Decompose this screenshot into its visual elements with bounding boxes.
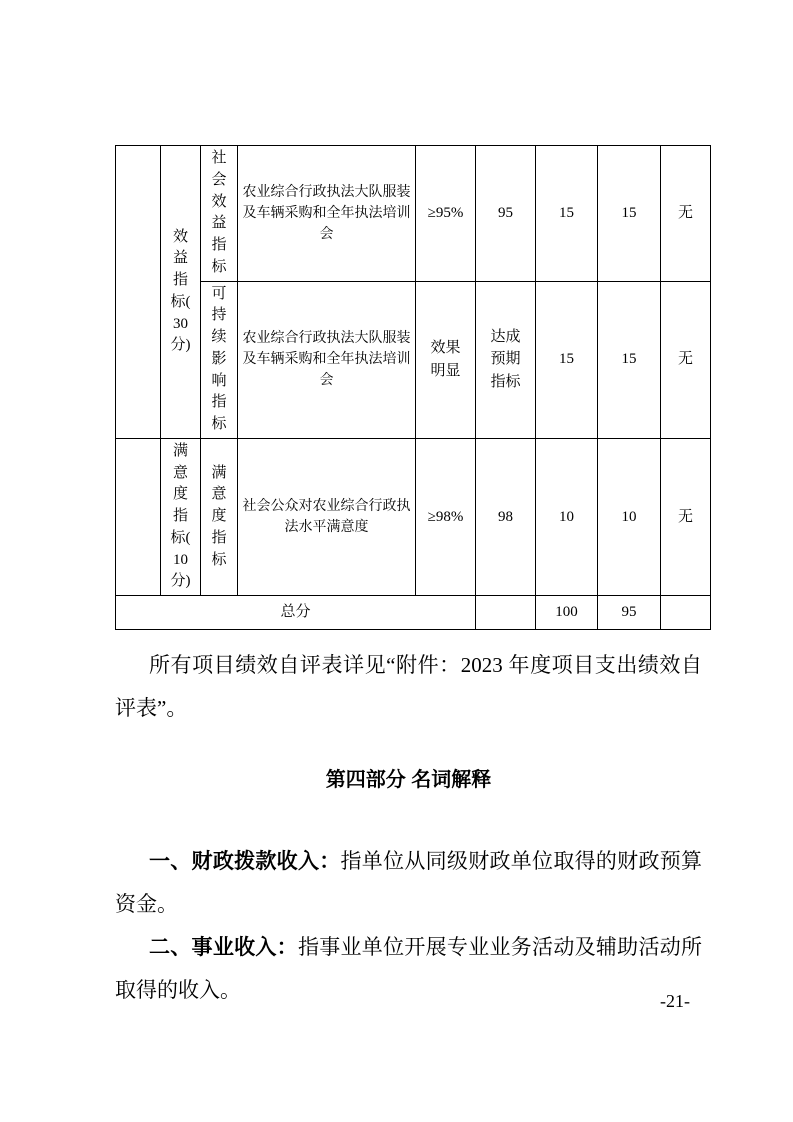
cell-sustainability-target: 效果明显 [416, 281, 476, 438]
cell-sustainability-content: 农业综合行政执法大队服装及车辆采购和全年执法培训会 [238, 281, 416, 438]
social-benefit-indicator-label: 社会效益指标 [211, 150, 227, 275]
table-row-total [116, 596, 711, 630]
cell-social-benefit-indicator [201, 146, 238, 282]
cell-total-empty-2 [661, 596, 711, 630]
cell-benefit-group [161, 146, 201, 439]
cell-satisfaction-note: 无 [661, 438, 711, 595]
section-heading: 第四部分 名词解释 [325, 769, 492, 791]
table-row-sustainability [116, 281, 711, 438]
satisfaction-group-label: 满意度指标(10分) [170, 442, 191, 590]
cell-social-benefit-score: 15 [598, 146, 661, 282]
cell-social-benefit-content: 农业综合行政执法大队服装及车辆采购和全年执法培训会 [238, 146, 416, 282]
page-number: -21- [660, 991, 690, 1011]
performance-table [115, 145, 711, 630]
term-2-lead: 二、事业收入： [149, 935, 298, 959]
cell-social-benefit-target: ≥95% [416, 146, 476, 282]
benefit-group-label: 效益指标(30分) [170, 228, 191, 354]
terms-list [115, 840, 702, 1012]
cell-satisfaction-score: 10 [598, 438, 661, 595]
cell-sustainability-actual: 达成预期指标 [476, 281, 536, 438]
cell-total-score: 95 [598, 596, 661, 630]
cell-satisfaction-indicator [201, 438, 238, 595]
table-row-satisfaction [116, 438, 711, 595]
note-paragraph: 所有项目绩效自评表详见“附件：2023 年度项目支出绩效自评表”。 [115, 653, 702, 720]
table-row-social-benefit [116, 146, 711, 282]
cell-satisfaction-group [161, 438, 201, 595]
cell-sustainability-note: 无 [661, 281, 711, 438]
cell-social-benefit-weight: 15 [536, 146, 598, 282]
satisfaction-indicator-label: 满意度指标 [211, 464, 227, 568]
cell-satisfaction-actual: 98 [476, 438, 536, 595]
cell-sustainability-indicator [201, 281, 238, 438]
term-item-2 [115, 926, 702, 1012]
cell-social-benefit-note: 无 [661, 146, 711, 282]
cell-satisfaction-target: ≥98% [416, 438, 476, 595]
cell-sustainability-weight: 15 [536, 281, 598, 438]
cell-category-continuation-2 [116, 438, 161, 595]
body-text-block [115, 644, 702, 1012]
cell-total-label: 总分 [116, 596, 476, 630]
sustainability-indicator-label: 可持续影响指标 [211, 285, 227, 432]
cell-satisfaction-weight: 10 [536, 438, 598, 595]
cell-category-continuation [116, 146, 161, 439]
term-2-body: 指事业单位开展专业业务活动及辅助活动所取得的收入。 [115, 935, 703, 1002]
term-item-1 [115, 840, 702, 926]
cell-satisfaction-content: 社会公众对农业综合行政执法水平满意度 [238, 438, 416, 595]
cell-total-empty-1 [476, 596, 536, 630]
term-1-body: 指单位从同级财政单位取得的财政预算资金。 [115, 849, 703, 916]
term-1-lead: 一、财政拨款收入： [149, 849, 341, 873]
cell-sustainability-score: 15 [598, 281, 661, 438]
cell-total-weight: 100 [536, 596, 598, 630]
cell-social-benefit-actual: 95 [476, 146, 536, 282]
